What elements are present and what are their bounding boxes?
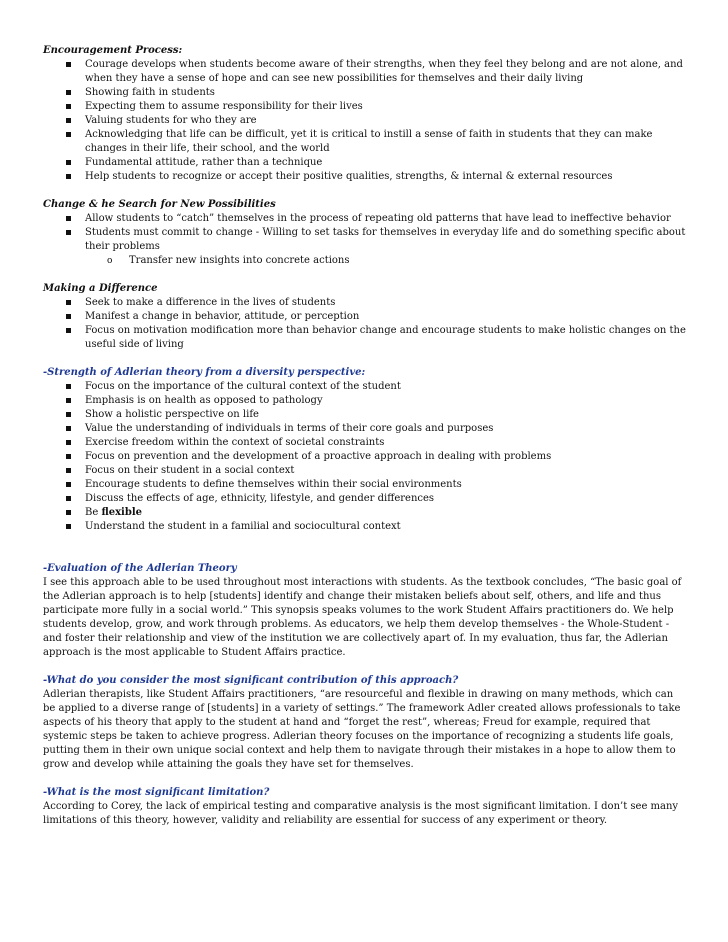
square-bullet-icon	[66, 454, 71, 459]
bullet-list	[43, 296, 688, 352]
list-item: Fundamental attitude, rather than a technique	[43, 156, 688, 170]
square-bullet-icon	[66, 216, 71, 221]
list-item: Understand the student in a familial and sociocultural context	[43, 520, 688, 534]
list-item: Focus on motivation modification more than behavior change and encourage students to make holistic changes on the useful side of living	[43, 324, 688, 352]
square-bullet-icon	[66, 426, 71, 431]
section-evaluation	[43, 562, 688, 660]
section-heading: -What do you consider the most significant contribution of this approach?	[43, 675, 459, 686]
paragraph: I see this approach able to be used throughout most interactions with students. As the textbook concludes, “The basic goal of the Adlerian approach is to help [students] identify and change their mistaken beliefs about self, others, and life and thus participate more fully in a social world.” This synopsis speaks volumes to the work Student Affairs practitioners do. We help students develop, grow, and work through problems. As educators, we help them develop themselves - the Whole-Student - and foster their relationship and view of the institution we are collectively apart of. In my evaluation, thus far, the Adlerian approach is the most applicable to Student Affairs practice.	[43, 577, 682, 658]
square-bullet-icon	[66, 510, 71, 515]
square-bullet-icon	[66, 230, 71, 235]
list-item: Focus on prevention and the development of a proactive approach in dealing with problems	[43, 450, 688, 464]
list-item: Seek to make a difference in the lives of students	[43, 296, 688, 310]
square-bullet-icon	[66, 412, 71, 417]
list-item: Showing faith in students	[43, 86, 688, 100]
square-bullet-icon	[66, 482, 71, 487]
square-bullet-icon	[66, 160, 71, 165]
list-item: Encourage students to define themselves within their social environments	[43, 478, 688, 492]
list-item: Be flexible	[43, 506, 688, 520]
list-item: Discuss the effects of age, ethnicity, lifestyle, and gender differences	[43, 492, 688, 506]
section-heading: Change & he Search for New Possibilities	[43, 199, 276, 210]
square-bullet-icon	[66, 118, 71, 123]
bullet-list	[43, 212, 688, 254]
list-item: Focus on their student in a social context	[43, 464, 688, 478]
paragraph: According to Corey, the lack of empirical testing and comparative analysis is the most significant limitation. I don’t see many limitations of this theory, however, validity and reliability are essential for success of any experiment or theory.	[43, 801, 679, 826]
square-bullet-icon	[66, 314, 71, 319]
list-item: Valuing students for who they are	[43, 114, 688, 128]
section-heading: Making a Difference	[43, 283, 158, 294]
square-bullet-icon	[66, 104, 71, 109]
list-item: Courage develops when students become aware of their strengths, when they feel they belong and are not alone, and when they have a sense of hope and can see new possibilities for themselves and their daily living	[43, 58, 688, 86]
section-difference	[43, 282, 688, 352]
square-bullet-icon	[66, 174, 71, 179]
list-item: Emphasis is on health as opposed to pathology	[43, 394, 688, 408]
square-bullet-icon	[66, 524, 71, 529]
square-bullet-icon	[66, 62, 71, 67]
sub-list	[43, 254, 688, 268]
section-change	[43, 198, 688, 268]
list-item: Expecting them to assume responsibility for their lives	[43, 100, 688, 114]
square-bullet-icon	[66, 496, 71, 501]
section-strength	[43, 366, 688, 534]
list-item: Focus on the importance of the cultural context of the student	[43, 380, 688, 394]
list-item: Manifest a change in behavior, attitude, or perception	[43, 310, 688, 324]
section-heading: Encouragement Process:	[43, 45, 183, 56]
square-bullet-icon	[66, 90, 71, 95]
square-bullet-icon	[66, 384, 71, 389]
list-item: Value the understanding of individuals in terms of their core goals and purposes	[43, 422, 688, 436]
square-bullet-icon	[66, 132, 71, 137]
sub-list-item: o Transfer new insights into concrete actions	[107, 255, 350, 266]
paragraph: Adlerian therapists, like Student Affairs practitioners, “are resourceful and flexible in drawing on many methods, which can be applied to a diverse range of [students] in a variety of settings.” The framework Adler created allows professionals to take aspects of his theory that apply to the student at hand and “forget the rest”, whereas; Freud for example, required that systemic steps be taken to achieve progress. Adlerian theory focuses on the importance of recognizing a students life goals, putting them in their own unique social context and help them to navigate through their mistakes in a hope to allow them to grow and develop while attaining the goals they have set for themselves.	[43, 689, 681, 770]
square-bullet-icon	[66, 398, 71, 403]
list-item: Show a holistic perspective on life	[43, 408, 688, 422]
list-item: Acknowledging that life can be difficult, yet it is critical to instill a sense of faith in students that they can make changes in their life, their school, and the world	[43, 128, 688, 156]
square-bullet-icon	[66, 440, 71, 445]
section-encouragement	[43, 44, 688, 184]
list-item: Students must commit to change - Willing to set tasks for themselves in everyday life and do something specific about their problems	[43, 226, 688, 254]
section-contribution	[43, 674, 688, 772]
list-item: Help students to recognize or accept their positive qualities, strengths, & internal & external resources	[43, 170, 688, 184]
section-heading: -Strength of Adlerian theory from a diversity perspective:	[43, 367, 366, 378]
bullet-list	[43, 380, 688, 534]
square-bullet-icon	[66, 468, 71, 473]
section-heading: -Evaluation of the Adlerian Theory	[43, 563, 237, 574]
square-bullet-icon	[66, 328, 71, 333]
circle-bullet-icon: o	[107, 256, 113, 266]
section-limitation	[43, 786, 688, 828]
list-item: Allow students to “catch” themselves in the process of repeating old patterns that have lead to ineffective behavior	[43, 212, 688, 226]
list-item: Exercise freedom within the context of societal constraints	[43, 436, 688, 450]
document-page	[43, 44, 688, 828]
square-bullet-icon	[66, 300, 71, 305]
section-heading: -What is the most significant limitation?	[43, 787, 270, 798]
bullet-list	[43, 58, 688, 184]
